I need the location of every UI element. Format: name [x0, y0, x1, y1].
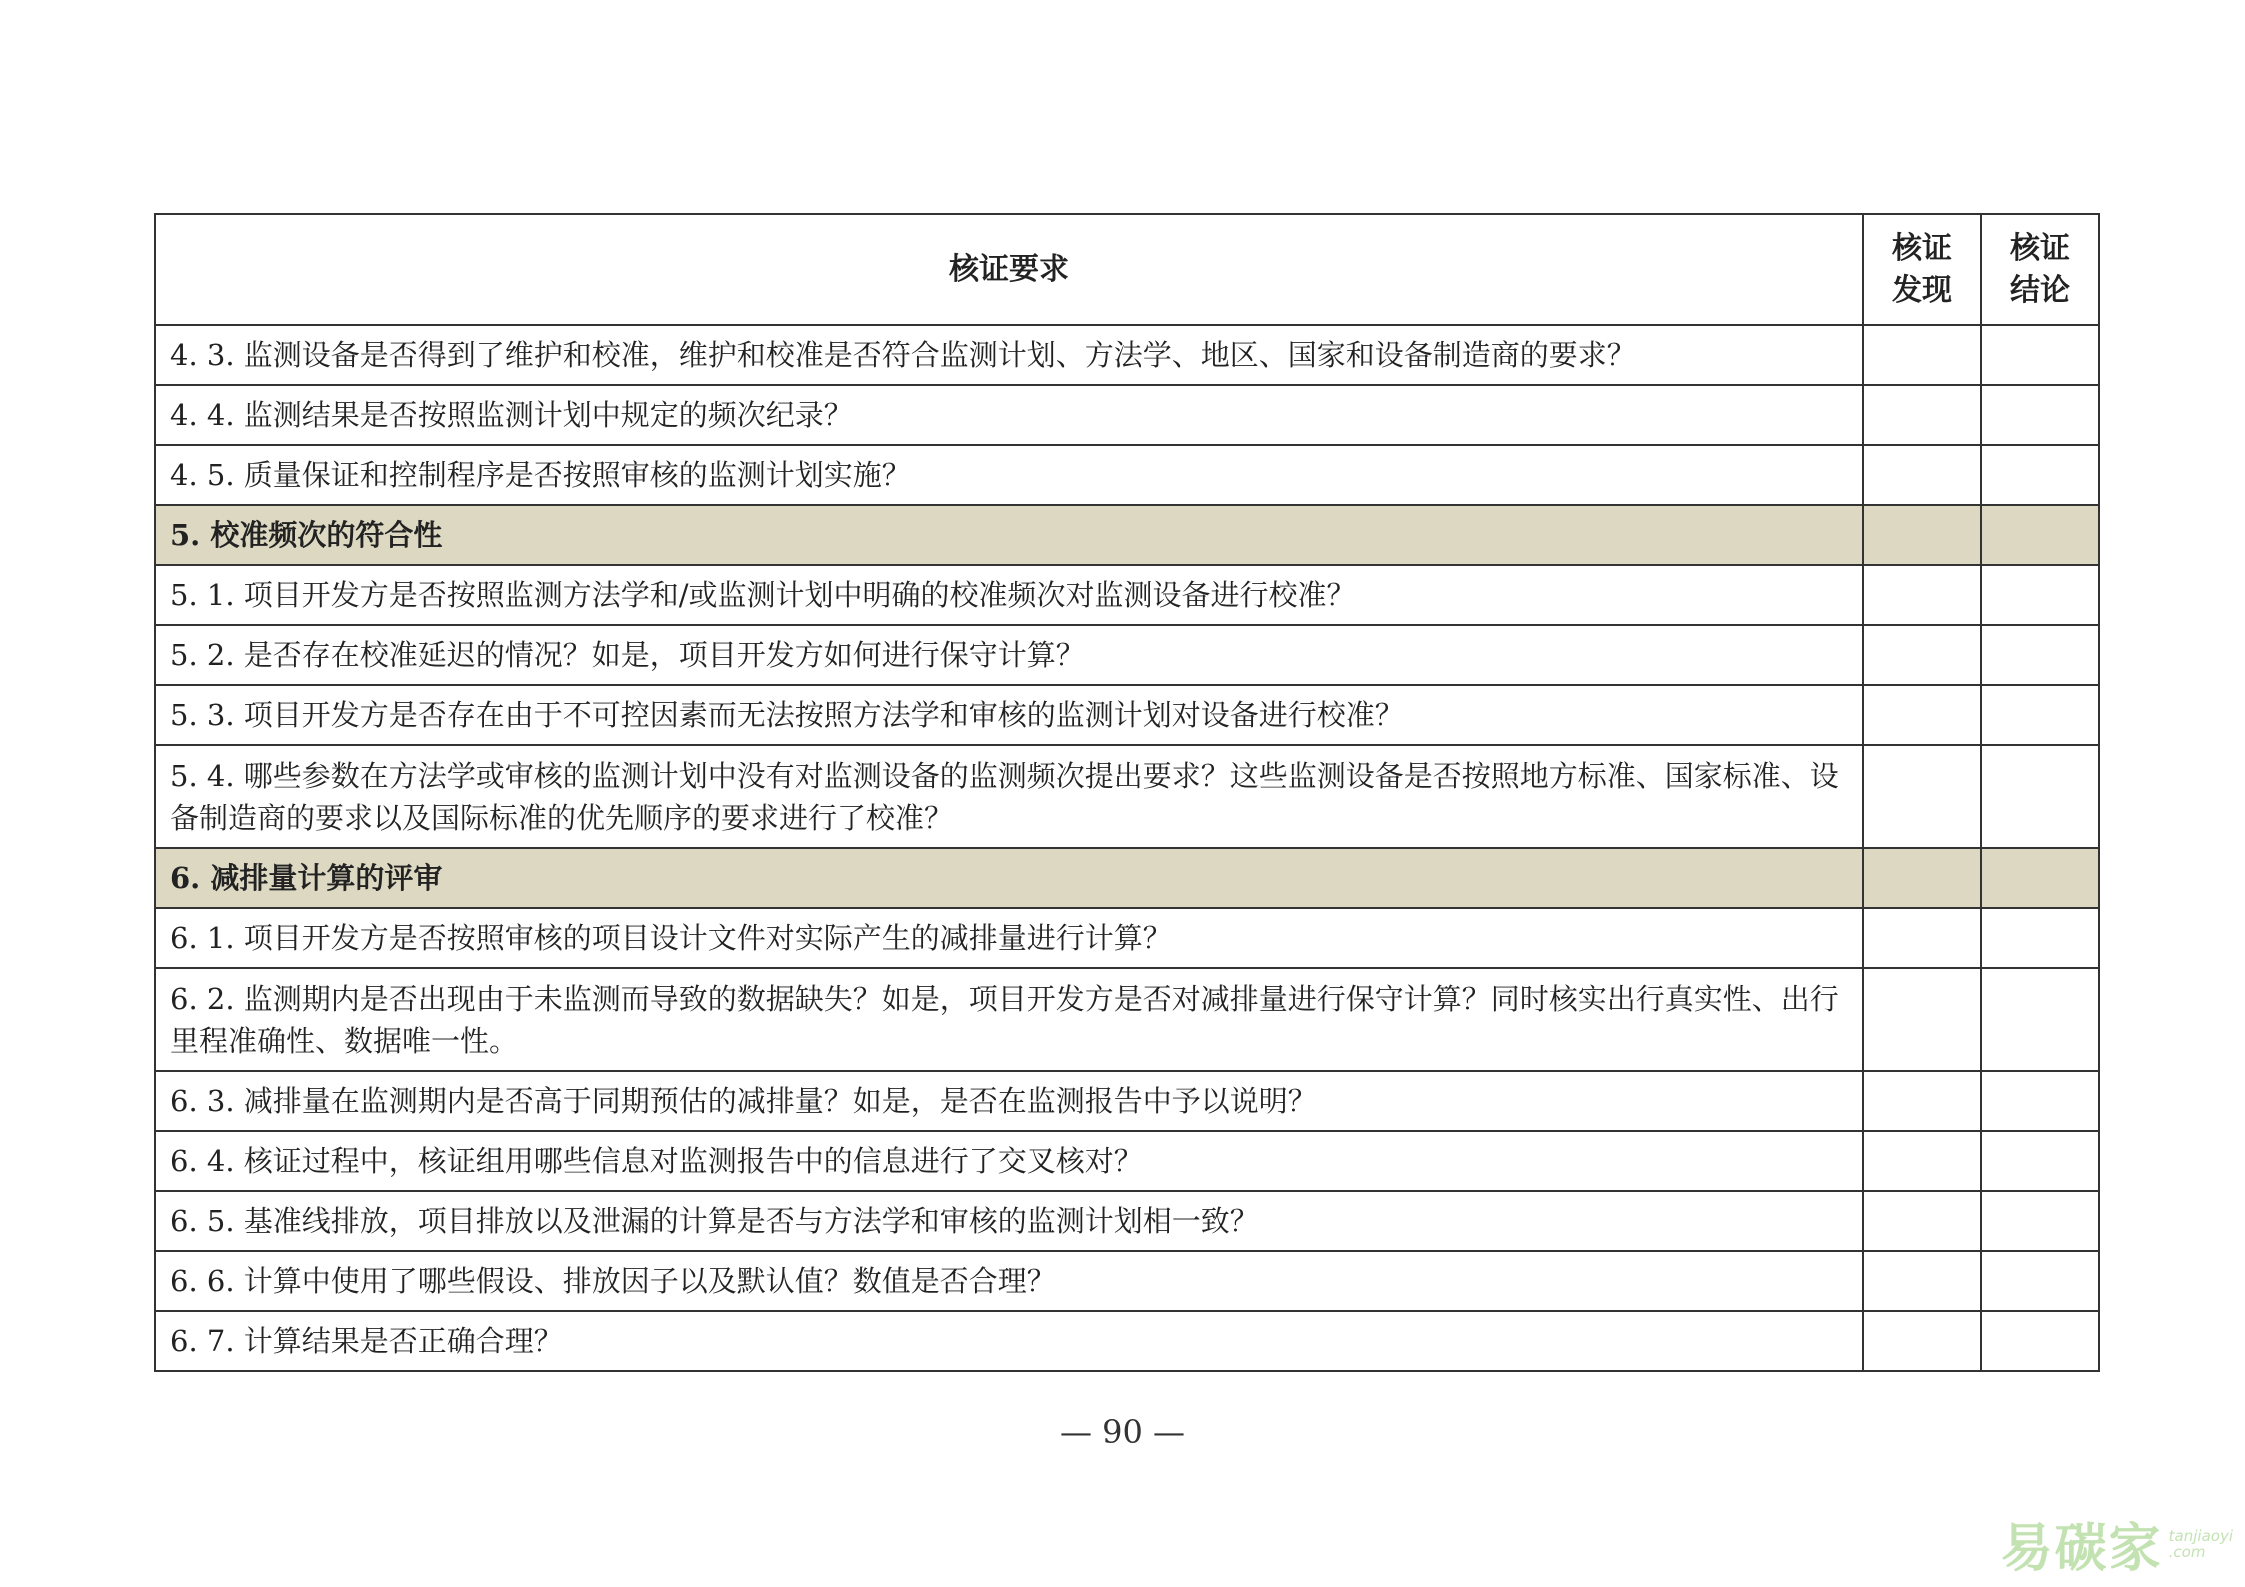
conclusion-cell	[1981, 908, 2099, 968]
conclusion-cell	[1981, 1071, 2099, 1131]
requirement-cell: 6. 1. 项目开发方是否按照审核的项目设计文件对实际产生的减排量进行计算？	[155, 908, 1863, 968]
conclusion-cell	[1981, 625, 2099, 685]
requirement-cell: 5. 3. 项目开发方是否存在由于不可控因素而无法按照方法学和审核的监测计划对设备进行校准？	[155, 685, 1863, 745]
finding-cell	[1863, 625, 1981, 685]
site-watermark	[2001, 1506, 2233, 1581]
finding-cell	[1863, 685, 1981, 745]
table-row	[155, 745, 2099, 848]
conclusion-cell	[1981, 1311, 2099, 1371]
section-heading: 6. 减排量计算的评审	[155, 848, 1863, 908]
requirement-cell: 6. 5. 基准线排放，项目排放以及泄漏的计算是否与方法学和审核的监测计划相一致？	[155, 1191, 1863, 1251]
requirement-cell: 6. 7. 计算结果是否正确合理？	[155, 1311, 1863, 1371]
requirement-cell: 5. 1. 项目开发方是否按照监测方法学和/或监测计划中明确的校准频次对监测设备进行校准？	[155, 565, 1863, 625]
header-conclusion-line-1: 核证	[2010, 230, 2070, 266]
table-header-row	[155, 214, 2099, 325]
finding-cell	[1863, 325, 1981, 385]
header-finding-line-1: 核证	[1892, 230, 1952, 266]
header-requirement: 核证要求	[155, 214, 1863, 325]
finding-cell	[1863, 565, 1981, 625]
requirement-cell: 4. 4. 监测结果是否按照监测计划中规定的频次纪录？	[155, 385, 1863, 445]
table-row	[155, 385, 2099, 445]
finding-cell	[1863, 908, 1981, 968]
section-heading: 5. 校准频次的符合性	[155, 505, 1863, 565]
watermark-domain	[2169, 1528, 2233, 1560]
header-finding-line-2: 发现	[1892, 272, 1952, 308]
finding-cell	[1863, 1071, 1981, 1131]
requirement-cell: 6. 4. 核证过程中，核证组用哪些信息对监测报告中的信息进行了交叉核对？	[155, 1131, 1863, 1191]
table-row	[155, 445, 2099, 505]
conclusion-cell	[1981, 968, 2099, 1071]
table-row	[155, 1071, 2099, 1131]
header-finding	[1863, 214, 1981, 325]
requirement-cell: 6. 3. 减排量在监测期内是否高于同期预估的减排量？如是，是否在监测报告中予以说明？	[155, 1071, 1863, 1131]
finding-cell	[1863, 1251, 1981, 1311]
finding-cell	[1863, 1311, 1981, 1371]
finding-cell	[1863, 1131, 1981, 1191]
page-number: — 90 —	[1059, 1413, 1186, 1451]
watermark-logo-text: 易碳家	[2000, 1519, 2163, 1579]
conclusion-cell	[1981, 685, 2099, 745]
requirement-cell: 4. 3. 监测设备是否得到了维护和校准，维护和校准是否符合监测计划、方法学、地区、国家和设备制造商的要求？	[155, 325, 1863, 385]
table-row	[155, 1131, 2099, 1191]
header-conclusion-line-2: 结论	[2010, 272, 2070, 308]
table-row	[155, 325, 2099, 385]
requirement-cell: 5. 4. 哪些参数在方法学或审核的监测计划中没有对监测设备的监测频次提出要求？这些监测设备是否按照地方标准、国家标准、设备制造商的要求以及国际标准的优先顺序的要求进行了校准？	[155, 745, 1863, 848]
finding-cell	[1863, 848, 1981, 908]
finding-cell	[1863, 745, 1981, 848]
conclusion-cell	[1981, 565, 2099, 625]
section-row	[155, 505, 2099, 565]
watermark-domain-line-1: tanjiaoyi	[2168, 1526, 2233, 1545]
conclusion-cell	[1981, 505, 2099, 565]
finding-cell	[1863, 445, 1981, 505]
watermark-domain-line-2: .com	[2168, 1542, 2206, 1561]
conclusion-cell	[1981, 385, 2099, 445]
requirement-cell: 6. 2. 监测期内是否出现由于未监测而导致的数据缺失？如是，项目开发方是否对减排量进行保守计算？同时核实出行真实性、出行里程准确性、数据唯一性。	[155, 968, 1863, 1071]
conclusion-cell	[1981, 1251, 2099, 1311]
verification-checklist	[154, 213, 2098, 1372]
finding-cell	[1863, 968, 1981, 1071]
table-row	[155, 1311, 2099, 1371]
conclusion-cell	[1981, 1131, 2099, 1191]
conclusion-cell	[1981, 445, 2099, 505]
conclusion-cell	[1981, 848, 2099, 908]
finding-cell	[1863, 385, 1981, 445]
conclusion-cell	[1981, 325, 2099, 385]
section-row	[155, 848, 2099, 908]
conclusion-cell	[1981, 1191, 2099, 1251]
checklist-table	[154, 213, 2100, 1372]
finding-cell	[1863, 505, 1981, 565]
finding-cell	[1863, 1191, 1981, 1251]
table-row	[155, 1191, 2099, 1251]
requirement-cell: 6. 6. 计算中使用了哪些假设、排放因子以及默认值？数值是否合理？	[155, 1251, 1863, 1311]
table-row	[155, 625, 2099, 685]
table-row	[155, 1251, 2099, 1311]
header-conclusion	[1981, 214, 2099, 325]
table-row	[155, 968, 2099, 1071]
requirement-cell: 4. 5. 质量保证和控制程序是否按照审核的监测计划实施？	[155, 445, 1863, 505]
conclusion-cell	[1981, 745, 2099, 848]
table-row	[155, 908, 2099, 968]
table-row	[155, 685, 2099, 745]
requirement-cell: 5. 2. 是否存在校准延迟的情况？如是，项目开发方如何进行保守计算？	[155, 625, 1863, 685]
table-row	[155, 565, 2099, 625]
